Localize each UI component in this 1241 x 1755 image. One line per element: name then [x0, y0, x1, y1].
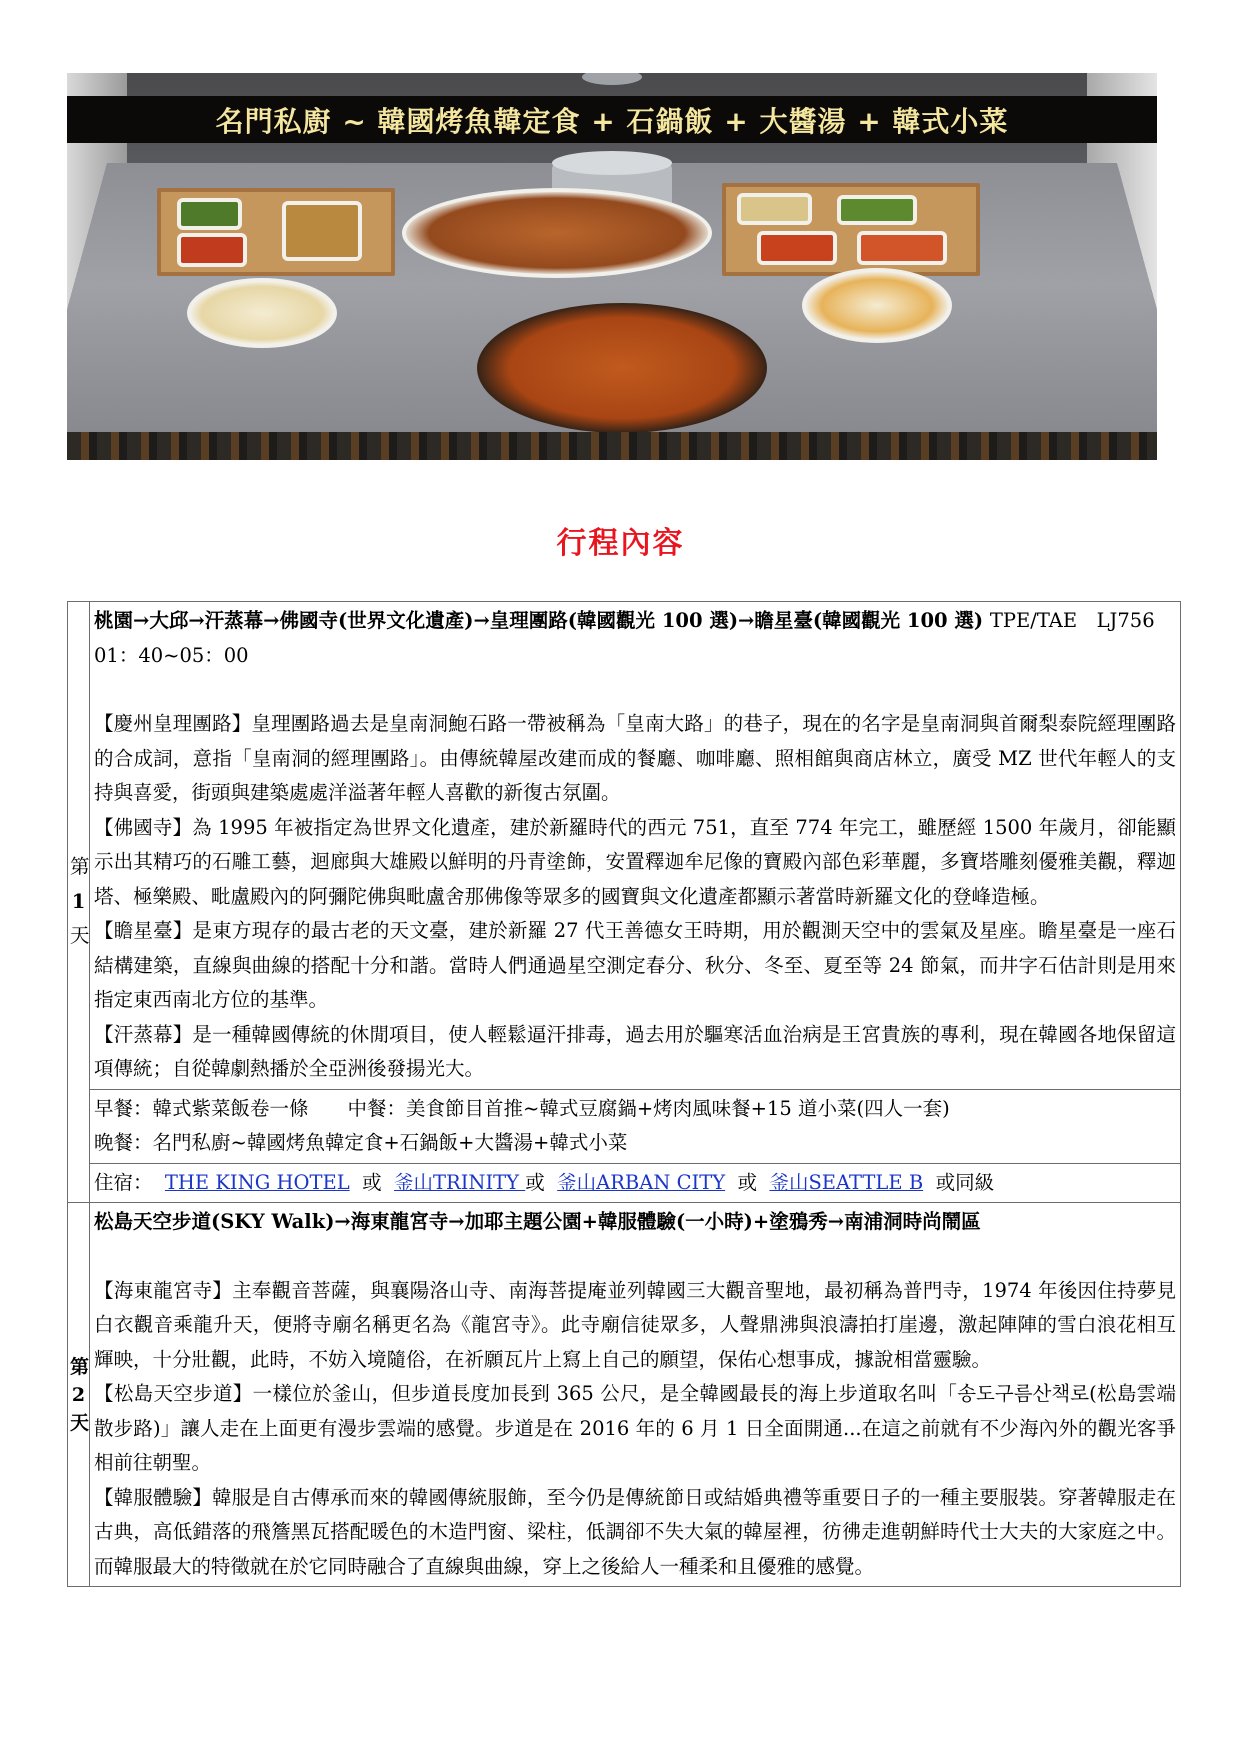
- paragraph-sauna: 【汗蒸幕】是一種韓國傳統的休閒項目，使人輕鬆逼汗排毒，過去用於驅寒活血治病是王宮貴族的專利，現在韓國各地保留這項傳統；自從韓劇熱播於全亞洲後發揚光大。: [94, 1022, 1176, 1080]
- paragraph-hanbok: 【韓服體驗】韓服是自古傳承而來的韓國傳統服飾，至今仍是傳統節日或結婚典禮等重要日子的一種主要服裝。穿著韓服走在古典，高低錯落的飛簷黑瓦搭配暖色的木造門窗、梁柱，低調卻不失大氣的韓屋裡，彷彿走進朝鮮時代士大夫的大家庭之中。而韓服最大的特徵就在於它同時融合了直線與曲線，穿上之後給人一種柔和且優雅的感覺。: [94, 1485, 1176, 1578]
- hotel-separator: 或: [737, 1170, 758, 1194]
- day-1-route: [94, 604, 1176, 673]
- paragraph-cheomseongdae: 【瞻星臺】是東方現存的最古老的天文臺，建於新羅 27 代王善德女王時期，用於觀測天空中的雲氣及星座。瞻星臺是一座石結構建築，直線與曲線的搭配十分和諧。當時人們通過星空測定春分、秋分、冬至、夏至等 24 節氣，而井字石估計則是用來指定東西南北方位的基準。: [94, 919, 1176, 1011]
- paragraph-songdo-skywalk: 【松島天空步道】一樣位於釜山，但步道長度加長到 365 公尺，是全韓國最長的海上步道取名叫「송도구름산책로(松島雲端散步路)」讓人走在上面更有漫步雲端的感覺。步道是在 2016 年的 6 月 1 日全面開通...在這之前就有不少海內外的觀光客爭相前往朝聖。: [94, 1382, 1176, 1474]
- day-1-hotel: [90, 1163, 1181, 1203]
- banner-title-bar: [67, 96, 1157, 143]
- day-1-hotel-row: [68, 1163, 1181, 1203]
- day-2-label: [68, 1203, 90, 1587]
- dish-greens: [177, 198, 242, 230]
- day-label-prefix: 第: [70, 1355, 90, 1378]
- day-2-detail-row: [68, 1203, 1181, 1587]
- hotel-link-the-king[interactable]: THE KING HOTEL: [164, 1170, 350, 1194]
- dish-grilled-fish: [402, 188, 712, 278]
- paragraph-hwangridan-gil: 【慶州皇理團路】皇理團路過去是皇南洞鮑石路一帶被稱為「皇南大路」的巷子，現在的名字是皇南洞與首爾梨泰院經理團路的合成詞，意指「皇南洞的經理團路」。由傳統韓屋改建而成的餐廳、咖啡廳、照相館與商店林立，廣受 MZ 世代年輕人的支持與喜愛，街頭與建築處處洋溢著年輕人喜歡的新復古氛圍。: [94, 712, 1176, 804]
- meals-dinner: 晚餐：名門私廚~韓國烤魚韓定食+石鍋飯+大醬湯+韓式小菜: [94, 1131, 628, 1154]
- day-label-suffix: 天: [70, 924, 90, 948]
- paragraph-haedong-yonggungsa: 【海東龍宮寺】主奉觀音菩薩，與襄陽洛山寺、南海菩提庵並列韓國三大觀音聖地，最初稱為普門寺，1974 年後因住持夢見白衣觀音乘龍升天，便將寺廟名稱更名為《龍宮寺》。此寺廟信徒眾多，人聲鼎沸與浪濤拍打崖邊，激起陣陣的雪白浪花相互輝映，十分壯觀，此時，不妨入境隨俗，在祈願瓦片上寫上自己的願望，保佑心想事成，據說相當靈驗。: [94, 1278, 1176, 1371]
- flight-info: TPE/TAE LJ756 01：40~05：00: [94, 609, 1175, 667]
- dish-kimchi: [177, 233, 247, 267]
- dish-beansprouts: [737, 193, 812, 225]
- day-label-number: 1: [71, 889, 86, 913]
- hotel-link-arban-city[interactable]: 釜山ARBAN CITY: [557, 1170, 726, 1194]
- day-label-suffix: 天: [70, 1411, 90, 1434]
- dish-radish: [857, 231, 947, 265]
- banner-title: 名門私廚 ~ 韓國烤魚韓定食 + 石鍋飯 + 大醬湯 + 韓式小菜: [215, 104, 1009, 138]
- day-2-content: [90, 1203, 1181, 1587]
- day-label-prefix: 第: [70, 855, 90, 879]
- dish-greens-right: [837, 195, 917, 225]
- hotel-link-seattle[interactable]: 釜山SEATTLE B: [769, 1170, 924, 1194]
- dish-kimchi-right: [757, 231, 837, 265]
- itinerary-table: [67, 601, 1181, 1587]
- table-edge: [67, 432, 1157, 460]
- dish-rice-bowl-left: [187, 278, 337, 348]
- day-1-meals: [90, 1089, 1181, 1163]
- dish-doenjang-stew: [477, 303, 767, 433]
- day-1-meals-row: [68, 1089, 1181, 1163]
- day-1-label: [68, 602, 90, 1203]
- day-label-number: 2: [71, 1383, 86, 1406]
- hotel-alternative: 或同級: [935, 1170, 995, 1194]
- dish-noodles: [282, 201, 362, 261]
- hotel-link-trinity[interactable]: 釜山TRINITY: [394, 1170, 526, 1194]
- route-text: 桃園→大邱→汗蒸幕→佛國寺(世界文化遺產)→皇理團路(韓國觀光 100 選)→瞻星臺(韓國觀光 100 選): [94, 609, 984, 632]
- day-2-route: 松島天空步道(SKY Walk)→海東龍宮寺→加耶主題公園+韓服體驗(一小時)+塗鴉秀→南浦洞時尚鬧區: [94, 1210, 981, 1233]
- hotel-separator: 或: [362, 1170, 382, 1194]
- meals-breakfast-lunch: 早餐：韓式紫菜飯卷一條 中餐：美食節目首推~韓式豆腐鍋+烤肉風味餐+15 道小菜(四人一套): [94, 1096, 950, 1120]
- day-1-content: [90, 602, 1181, 1090]
- paragraph-bulguksa: 【佛國寺】為 1995 年被指定為世界文化遺產，建於新羅時代的西元 751，直至 774 年完工，雖歷經 1500 年歲月，卻能顯示出其精巧的石雕工藝，迴廊與大雄殿以鮮明的丹青塗飾，安置釋迦牟尼像的寶殿內部色彩華麗，多寶塔雕刻優雅美觀，釋迦塔、極樂殿、毗盧殿內的阿彌陀佛與毗盧舍那佛像等眾多的國寶與文化遺產都顯示著當時新羅文化的登峰造極。: [94, 815, 1176, 908]
- day-1-detail-row: [68, 602, 1181, 1090]
- hotel-separator: 或: [525, 1170, 545, 1194]
- hotel-label: 住宿：: [94, 1170, 153, 1194]
- dish-rice-bowl-right: [802, 268, 952, 343]
- banner-photo: [67, 73, 1157, 460]
- section-title: 行程內容: [556, 526, 685, 561]
